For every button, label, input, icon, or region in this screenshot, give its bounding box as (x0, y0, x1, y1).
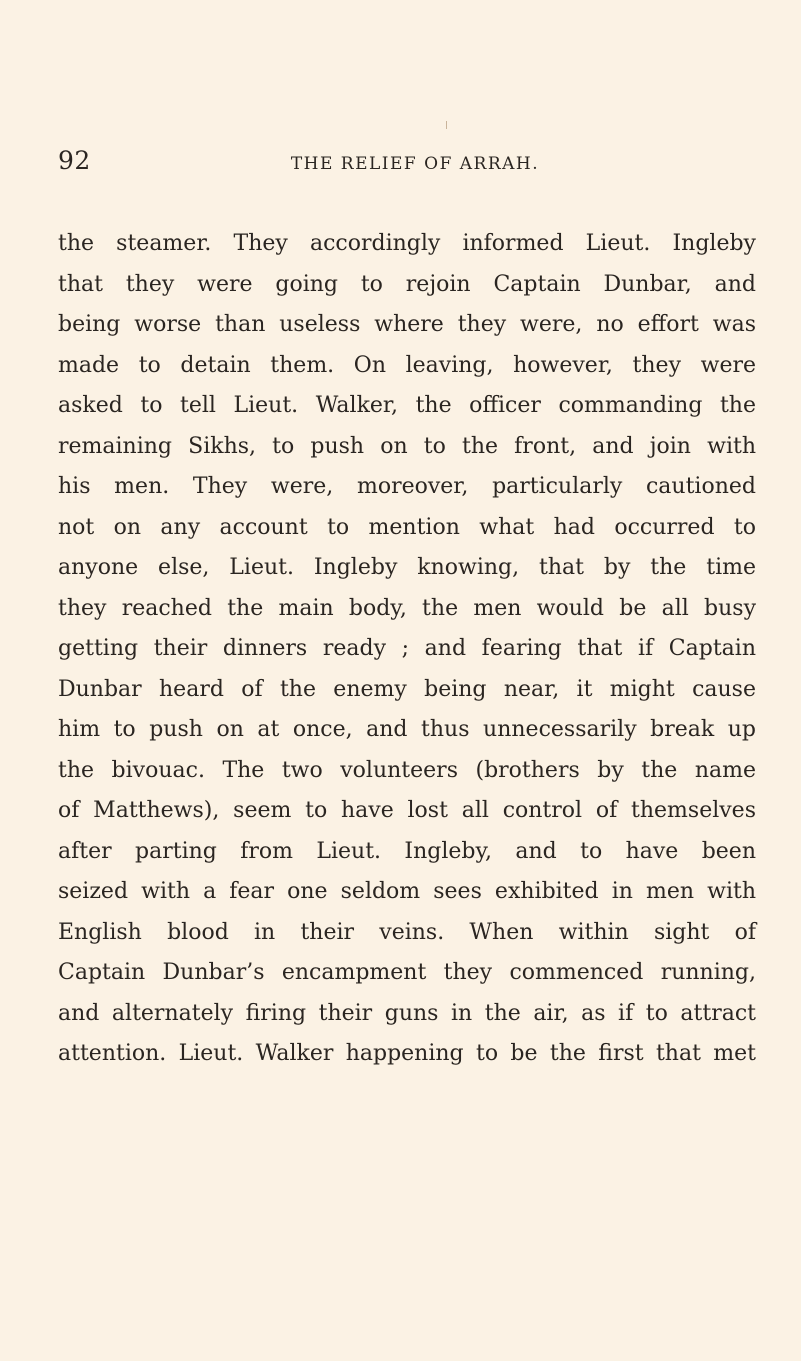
text-line: the steamer. They accordingly informed Lieut. Ingleby (58, 231, 756, 256)
text-line: getting their dinners ready ; and fearing that if Captain (58, 636, 756, 661)
text-line: him to push on at once, and thus unnecessarily break up (58, 717, 756, 742)
paper-speck (446, 121, 447, 129)
text-line: attention. Lieut. Walker happening to be the first that met (58, 1041, 756, 1066)
text-line: his men. They were, moreover, particularly cautioned (58, 474, 756, 499)
text-line: Dunbar heard of the enemy being near, it might cause (58, 676, 756, 702)
text-line: the bivouac. The two volunteers (brothers by the name (58, 757, 756, 783)
text-line: they reached the main body, the men would be all busy (58, 595, 756, 621)
text-line: that they were going to rejoin Captain Dunbar, and (58, 271, 756, 297)
text-line: after parting from Lieut. Ingleby, and to have been (58, 838, 756, 864)
text-line: asked to tell Lieut. Walker, the officer commanding the (58, 393, 756, 418)
text-line: and alternately firing their guns in the air, as if to attract (58, 1000, 756, 1026)
page-number: 92 (58, 146, 91, 175)
text-line: seized with a fear one seldom sees exhibited in men with (58, 879, 756, 904)
text-line: English blood in their veins. When within sight of (58, 919, 756, 945)
text-line: remaining Sikhs, to push on to the front, and join with (58, 433, 756, 459)
text-line: of Matthews), seem to have lost all control of themselves (58, 798, 756, 823)
text-line: anyone else, Lieut. Ingleby knowing, that by the time (58, 555, 756, 580)
running-head: THE RELIEF OF ARRAH. (290, 154, 540, 174)
text-line: not on any account to mention what had occurred to (58, 514, 756, 540)
text-line: being worse than useless where they were, no effort was (58, 312, 756, 337)
body-text (58, 224, 756, 1075)
text-line: Captain Dunbar’s encampment they commenced running, (58, 960, 756, 985)
text-line: made to detain them. On leaving, however, they were (58, 352, 756, 378)
